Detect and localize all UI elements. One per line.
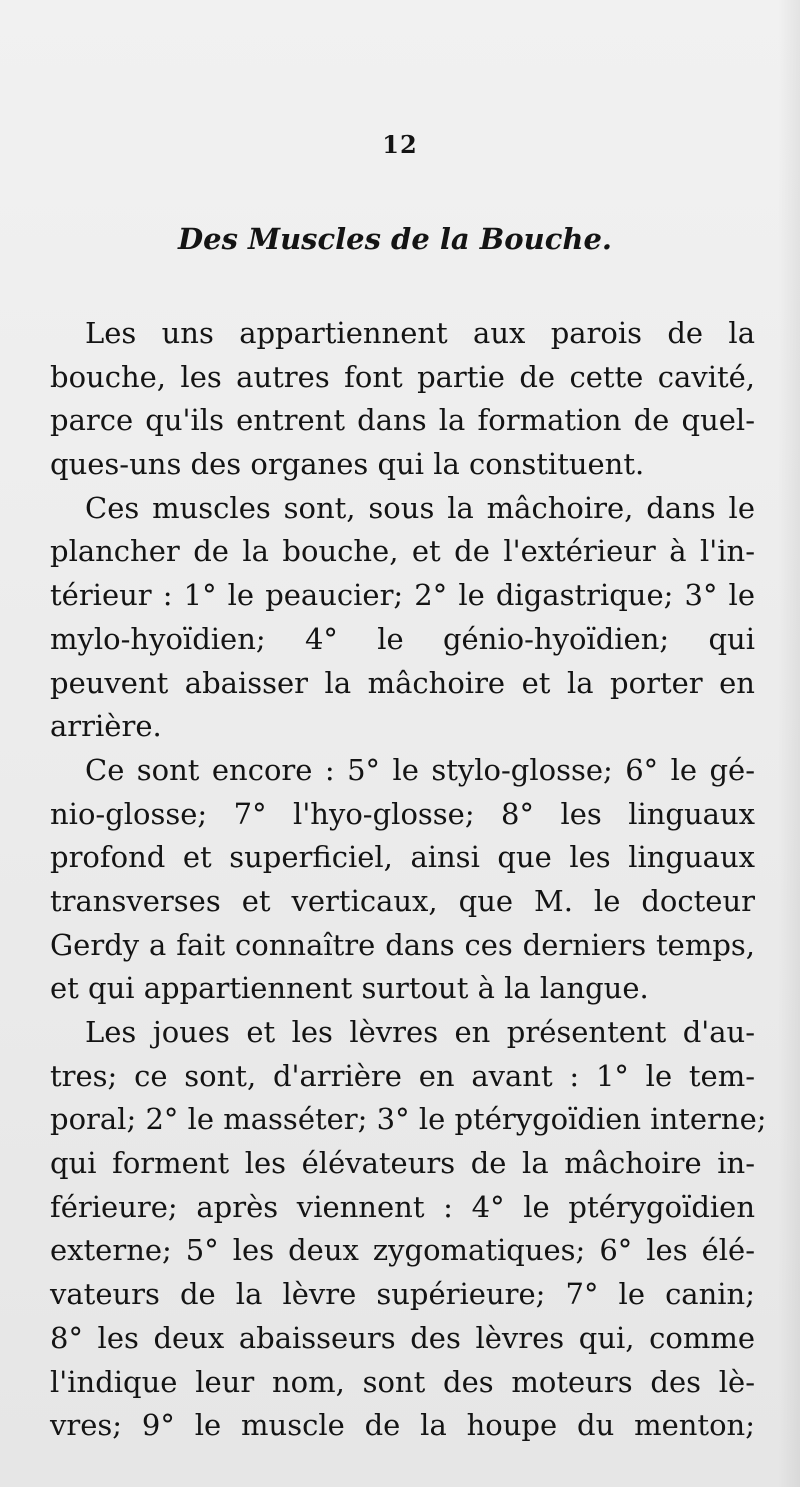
- text-line: Les joues et les lèvres en présentent d'au-: [85, 1015, 755, 1049]
- text-line: arrière.: [50, 709, 162, 744]
- text-line: ques-uns des organes qui la constituent.: [50, 447, 645, 482]
- text-line: Ces muscles sont, sous la mâchoire, dans le: [85, 490, 755, 525]
- text-line: 8° les deux abaisseurs des lèvres qui, comme: [50, 1320, 755, 1355]
- text-line: plancher de la bouche, et de l'extérieur à l'in-: [50, 534, 755, 569]
- text-line: tres; ce sont, d'arrière en avant : 1° le tem-: [50, 1058, 755, 1093]
- text-line: Ce sont encore : 5° le stylo-glosse; 6° le gé-: [85, 752, 755, 787]
- text-line: Les uns appartiennent aux parois de la: [85, 316, 755, 350]
- text-line: térieur : 1° le peaucier; 2° le digastrique; 3° le: [50, 578, 755, 613]
- text-line: externe; 5° les deux zygomatiques; 6° les élé-: [50, 1233, 755, 1268]
- text-line: vateurs de la lèvre supérieure; 7° le canin;: [50, 1277, 755, 1312]
- text-line: mylo-hyoïdien; 4° le génio-hyoïdien; qui: [50, 621, 755, 656]
- text-line: et qui appartiennent surtout à la langue.: [50, 971, 649, 1006]
- text-line: peuvent abaisser la mâchoire et la porter en: [50, 665, 755, 700]
- text-line: profond et superficiel, ainsi que les linguaux: [50, 840, 755, 875]
- text-line: qui forment les élévateurs de la mâchoire in-: [50, 1146, 755, 1181]
- text-line: bouche, les autres font partie de cette cavité,: [50, 359, 755, 394]
- text-line: vres; 9° le muscle de la houpe du menton;: [50, 1408, 755, 1443]
- text-line: parce qu'ils entrent dans la formation de quel-: [50, 403, 755, 438]
- body-text: [50, 312, 767, 1448]
- text-line: férieure; après viennent : 4° le ptérygoïdien: [50, 1189, 755, 1224]
- section-title: Des Muscles de la Bouche.: [177, 222, 613, 256]
- text-line: poral; 2° le masséter; 3° le ptérygoïdien interne;: [50, 1102, 767, 1137]
- text-line: Gerdy a fait connaître dans ces derniers temps,: [50, 927, 755, 962]
- page-number: 12: [382, 130, 418, 159]
- text-line: nio-glosse; 7° l'hyo-glosse; 8° les linguaux: [50, 796, 755, 831]
- text-line: transverses et verticaux, que M. le docteur: [50, 883, 755, 918]
- text-line: l'indique leur nom, sont des moteurs des lè-: [50, 1364, 755, 1399]
